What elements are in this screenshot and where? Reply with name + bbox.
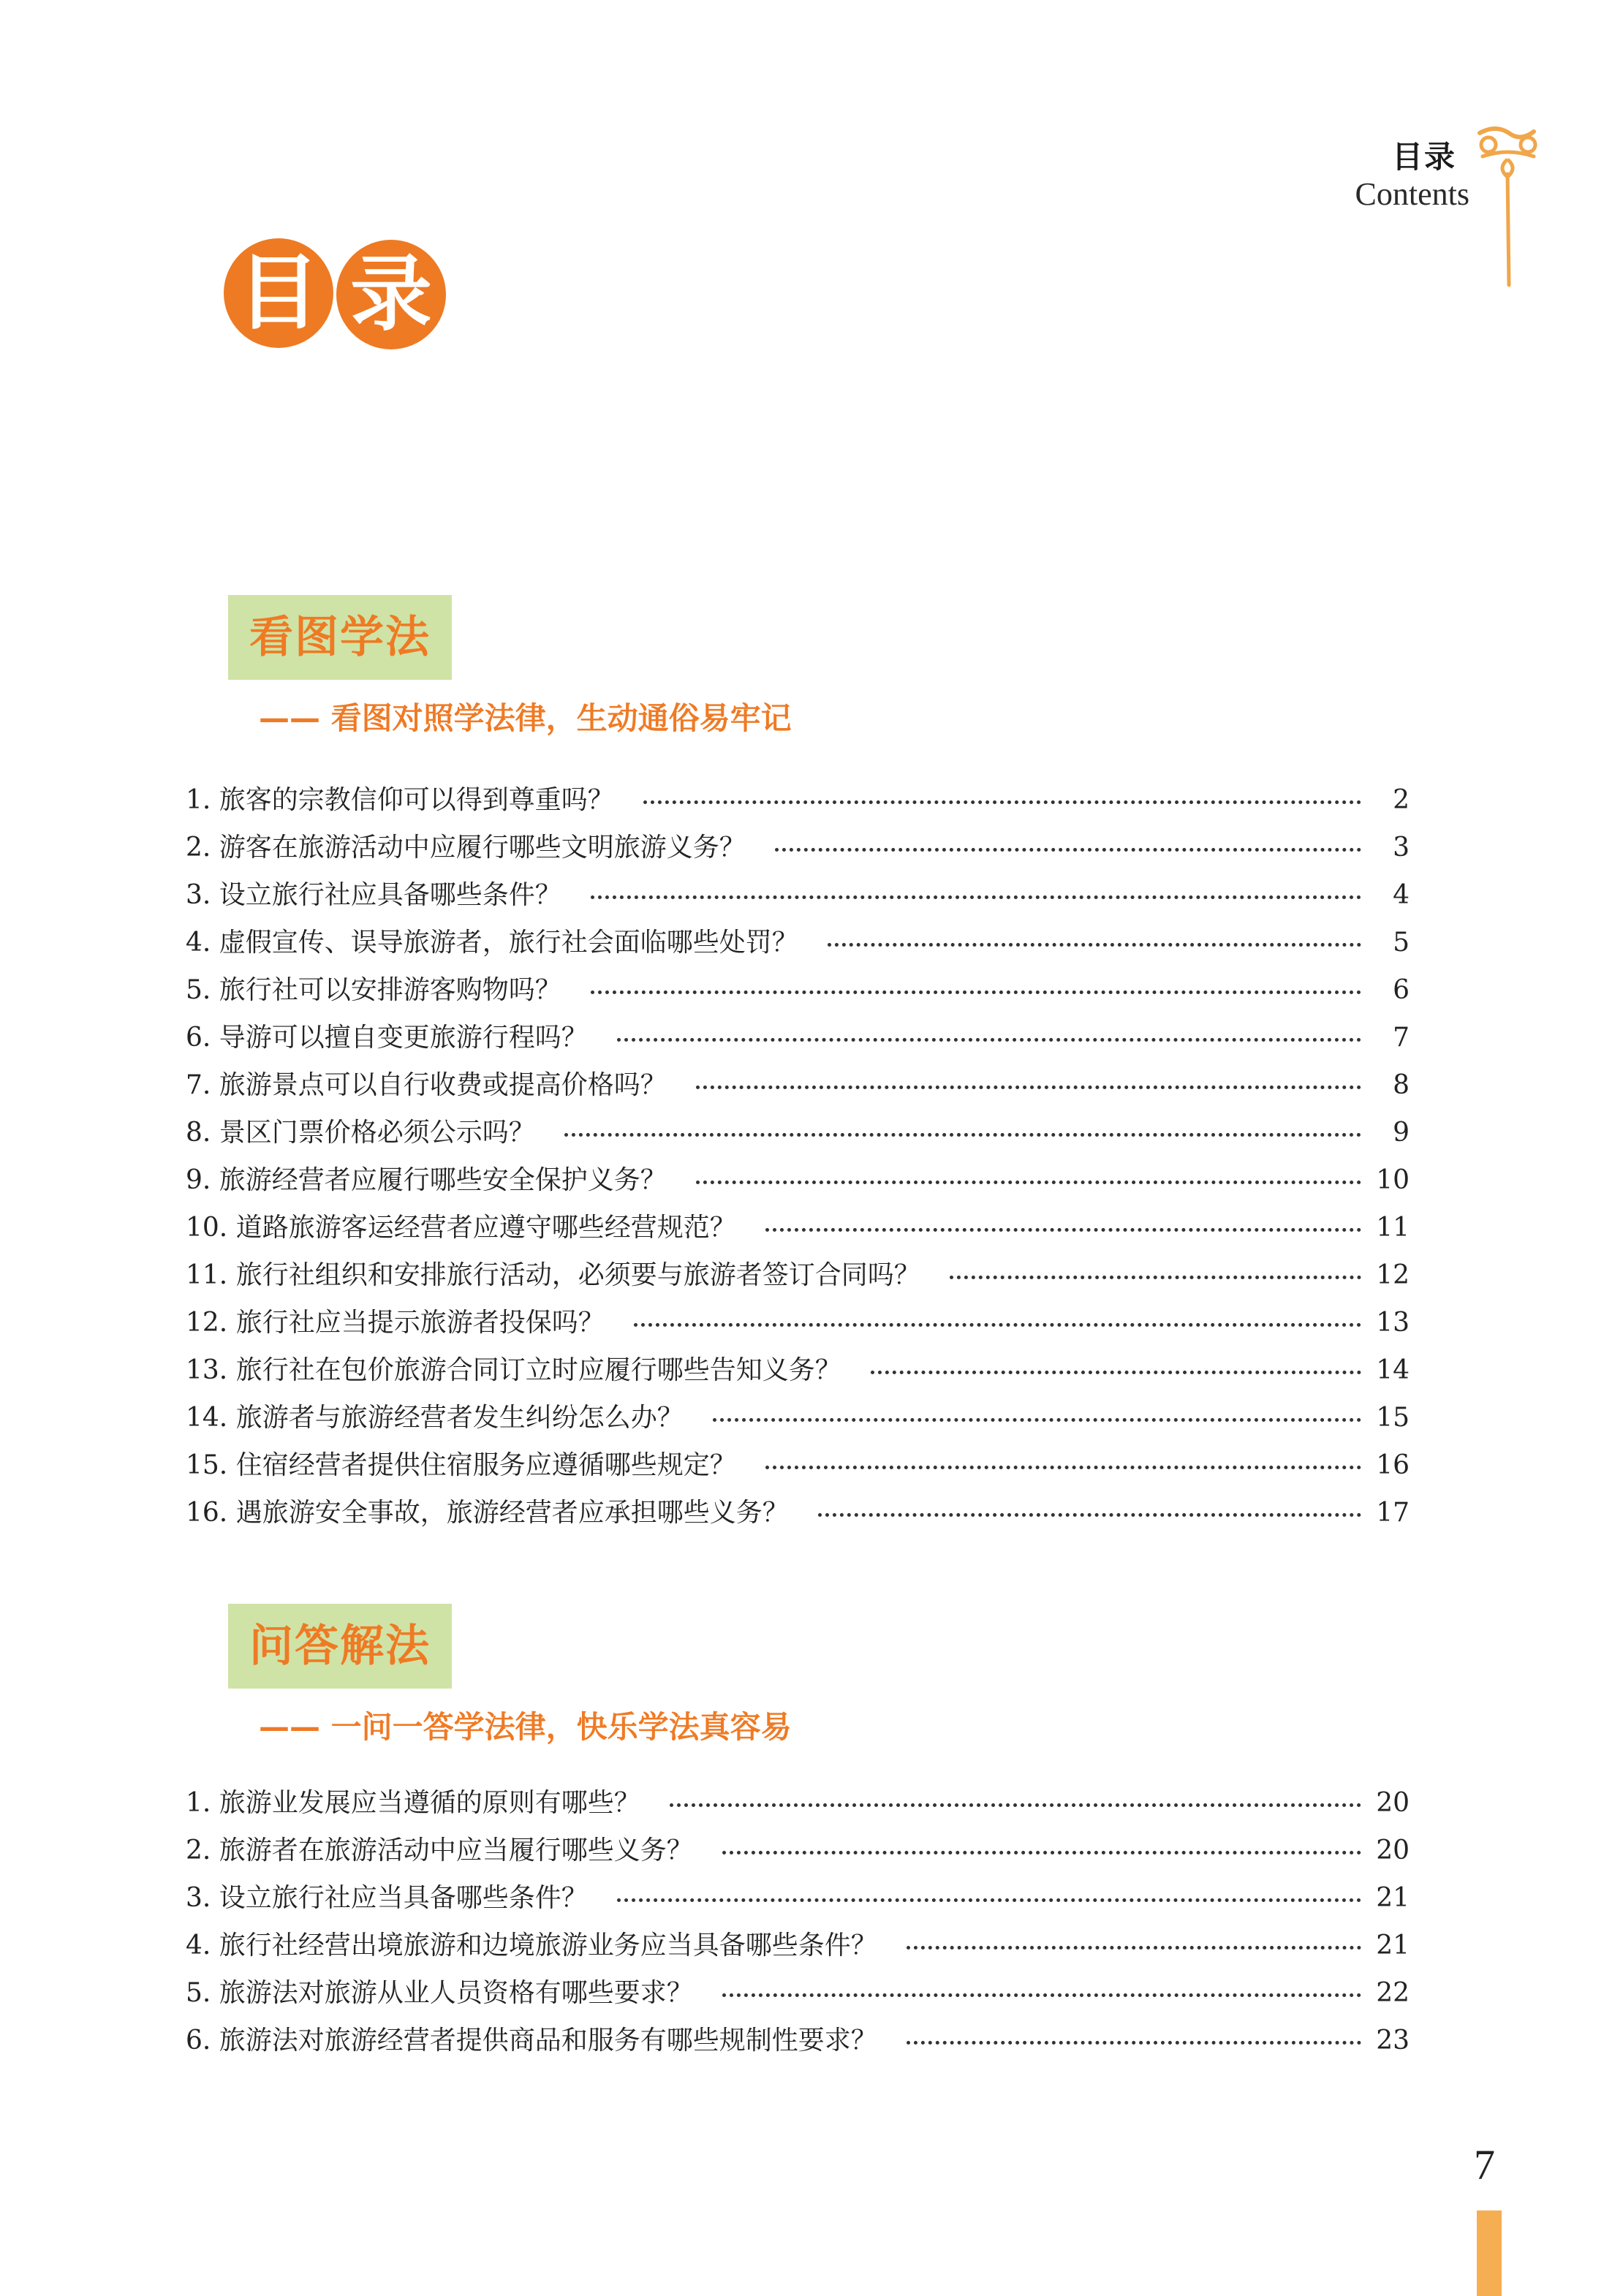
toc-item-page: 8: [1393, 1070, 1410, 1100]
toc-item-page: 7: [1393, 1023, 1410, 1053]
toc-item[interactable]: [186, 1061, 1410, 1109]
toc-item[interactable]: [186, 1299, 1410, 1346]
section-tag-qa: 问答解法: [228, 1604, 452, 1689]
toc-item-page: 20: [1376, 1835, 1410, 1865]
toc-item-page: 22: [1376, 1978, 1410, 2008]
toc-leader: [591, 990, 1361, 994]
toc-item-title: 16. 遇旅游安全事故，旅游经营者应承担哪些义务？: [186, 1498, 789, 1528]
toc-item-title: 1. 旅游业发展应当遵循的原则有哪些？: [186, 1788, 640, 1818]
toc-leader: [818, 1513, 1361, 1517]
toc-item[interactable]: [186, 824, 1410, 871]
toc-leader: [696, 1181, 1361, 1184]
toc-item-page: 20: [1376, 1788, 1410, 1818]
toc-leader: [775, 848, 1361, 852]
toc-leader: [722, 1993, 1361, 1997]
toc-item-page: 14: [1376, 1355, 1410, 1385]
toc-item-page: 23: [1376, 2026, 1410, 2056]
toc-item[interactable]: [186, 2017, 1410, 2064]
toc-item-title: 13. 旅行社在包价旅游合同订立时应履行哪些告知义务？: [186, 1355, 841, 1385]
toc-leader: [564, 1133, 1361, 1137]
toc-item-title: 15. 住宿经营者提供住宿服务应遵循哪些规定？: [186, 1450, 736, 1480]
toc-item-page: 5: [1393, 928, 1410, 958]
toc-item[interactable]: [186, 919, 1410, 966]
toc-item[interactable]: [186, 1109, 1410, 1156]
toc-item-title: 6. 导游可以擅自变更旅游行程吗？: [186, 1023, 588, 1053]
toc-item-page: 15: [1376, 1403, 1410, 1433]
toc-leader: [713, 1418, 1361, 1422]
page-number: 7: [1474, 2141, 1495, 2189]
header-title-en: Contents: [1355, 176, 1469, 212]
ornament-icon: [1475, 123, 1541, 298]
toc-leader: [722, 1851, 1361, 1854]
toc-item[interactable]: [186, 1394, 1410, 1441]
toc-item-title: 2. 游客在旅游活动中应履行哪些文明旅游义务？: [186, 833, 746, 863]
toc-item[interactable]: [186, 1251, 1410, 1299]
toc-item-title: 5. 旅行社可以安排游客购物吗？: [186, 975, 561, 1005]
toc-item-page: 2: [1393, 785, 1410, 815]
toc-leader: [643, 800, 1361, 804]
toc-item[interactable]: [186, 1204, 1410, 1251]
toc-item-page: 21: [1376, 1883, 1410, 1913]
toc-leader: [907, 1946, 1361, 1950]
toc-leader: [670, 1803, 1361, 1807]
toc-list-qa: [186, 1779, 1410, 2064]
toc-item[interactable]: [186, 776, 1410, 824]
toc-leader: [591, 895, 1361, 899]
toc-item-page: 11: [1376, 1213, 1410, 1243]
toc-item-page: 21: [1376, 1931, 1410, 1960]
toc-item-title: 3. 设立旅行社应具备哪些条件？: [186, 880, 561, 910]
page-title-bubbles: [224, 238, 449, 349]
toc-leader: [765, 1466, 1361, 1469]
title-bubble-2: 录: [336, 240, 446, 349]
toc-item-page: 17: [1376, 1498, 1410, 1528]
toc-item-page: 9: [1393, 1118, 1410, 1148]
toc-item-title: 8. 景区门票价格必须公示吗？: [186, 1118, 535, 1148]
toc-item[interactable]: [186, 1156, 1410, 1204]
toc-item[interactable]: [186, 1827, 1410, 1874]
toc-leader: [871, 1371, 1361, 1374]
toc-leader: [696, 1086, 1361, 1089]
toc-item[interactable]: [186, 871, 1410, 919]
toc-leader: [765, 1228, 1361, 1232]
toc-item-title: 6. 旅游法对旅游经营者提供商品和服务有哪些规制性要求？: [186, 2026, 877, 2056]
toc-leader: [617, 1038, 1361, 1042]
toc-item-title: 3. 设立旅行社应当具备哪些条件？: [186, 1883, 588, 1913]
toc-item[interactable]: [186, 1346, 1410, 1394]
header-title-zh: 目录: [1391, 139, 1456, 175]
toc-item-title: 7. 旅游景点可以自行收费或提高价格吗？: [186, 1070, 667, 1100]
section-subtitle-qa: —— 一问一答学法律，快乐学法真容易: [259, 1709, 792, 1745]
toc-item[interactable]: [186, 1489, 1410, 1537]
toc-item-page: 16: [1376, 1450, 1410, 1480]
toc-item-title: 10. 道路旅游客运经营者应遵守哪些经营规范？: [186, 1213, 736, 1243]
section-subtitle-picture: —— 看图对照学法律，生动通俗易牢记: [259, 700, 792, 736]
toc-item[interactable]: [186, 1014, 1410, 1061]
toc-item[interactable]: [186, 1969, 1410, 2017]
toc-item-title: 9. 旅游经营者应履行哪些安全保护义务？: [186, 1165, 667, 1195]
toc-item-title: 4. 虚假宣传、误导旅游者，旅行社会面临哪些处罚？: [186, 928, 798, 958]
toc-item[interactable]: [186, 966, 1410, 1014]
toc-leader: [617, 1898, 1361, 1902]
toc-leader: [907, 2041, 1361, 2045]
section-tag-picture: 看图学法: [228, 595, 452, 680]
toc-item[interactable]: [186, 1441, 1410, 1489]
toc-item-title: 1. 旅客的宗教信仰可以得到尊重吗？: [186, 785, 614, 815]
toc-item[interactable]: [186, 1874, 1410, 1922]
toc-list-picture: [186, 776, 1410, 1537]
toc-leader: [950, 1276, 1361, 1279]
toc-item-page: 13: [1376, 1308, 1410, 1338]
toc-item-title: 11. 旅行社组织和安排旅行活动，必须要与旅游者签订合同吗？: [186, 1260, 920, 1290]
toc-item-title: 2. 旅游者在旅游活动中应当履行哪些义务？: [186, 1835, 693, 1865]
toc-leader: [828, 943, 1361, 947]
toc-item[interactable]: [186, 1922, 1410, 1969]
toc-leader: [634, 1323, 1361, 1327]
toc-item-page: 12: [1376, 1260, 1410, 1290]
toc-item-title: 12. 旅行社应当提示旅游者投保吗？: [186, 1308, 605, 1338]
toc-item-title: 14. 旅游者与旅游经营者发生纠纷怎么办？: [186, 1403, 684, 1433]
side-color-bar: [1477, 2210, 1502, 2296]
toc-item[interactable]: [186, 1779, 1410, 1827]
toc-item-page: 10: [1376, 1165, 1410, 1195]
toc-item-page: 4: [1393, 880, 1410, 910]
toc-item-title: 5. 旅游法对旅游从业人员资格有哪些要求？: [186, 1978, 693, 2008]
title-bubble-1: 目: [224, 238, 333, 348]
toc-item-page: 3: [1393, 833, 1410, 863]
toc-item-title: 4. 旅行社经营出境旅游和边境旅游业务应当具备哪些条件？: [186, 1931, 877, 1960]
toc-item-page: 6: [1393, 975, 1410, 1005]
